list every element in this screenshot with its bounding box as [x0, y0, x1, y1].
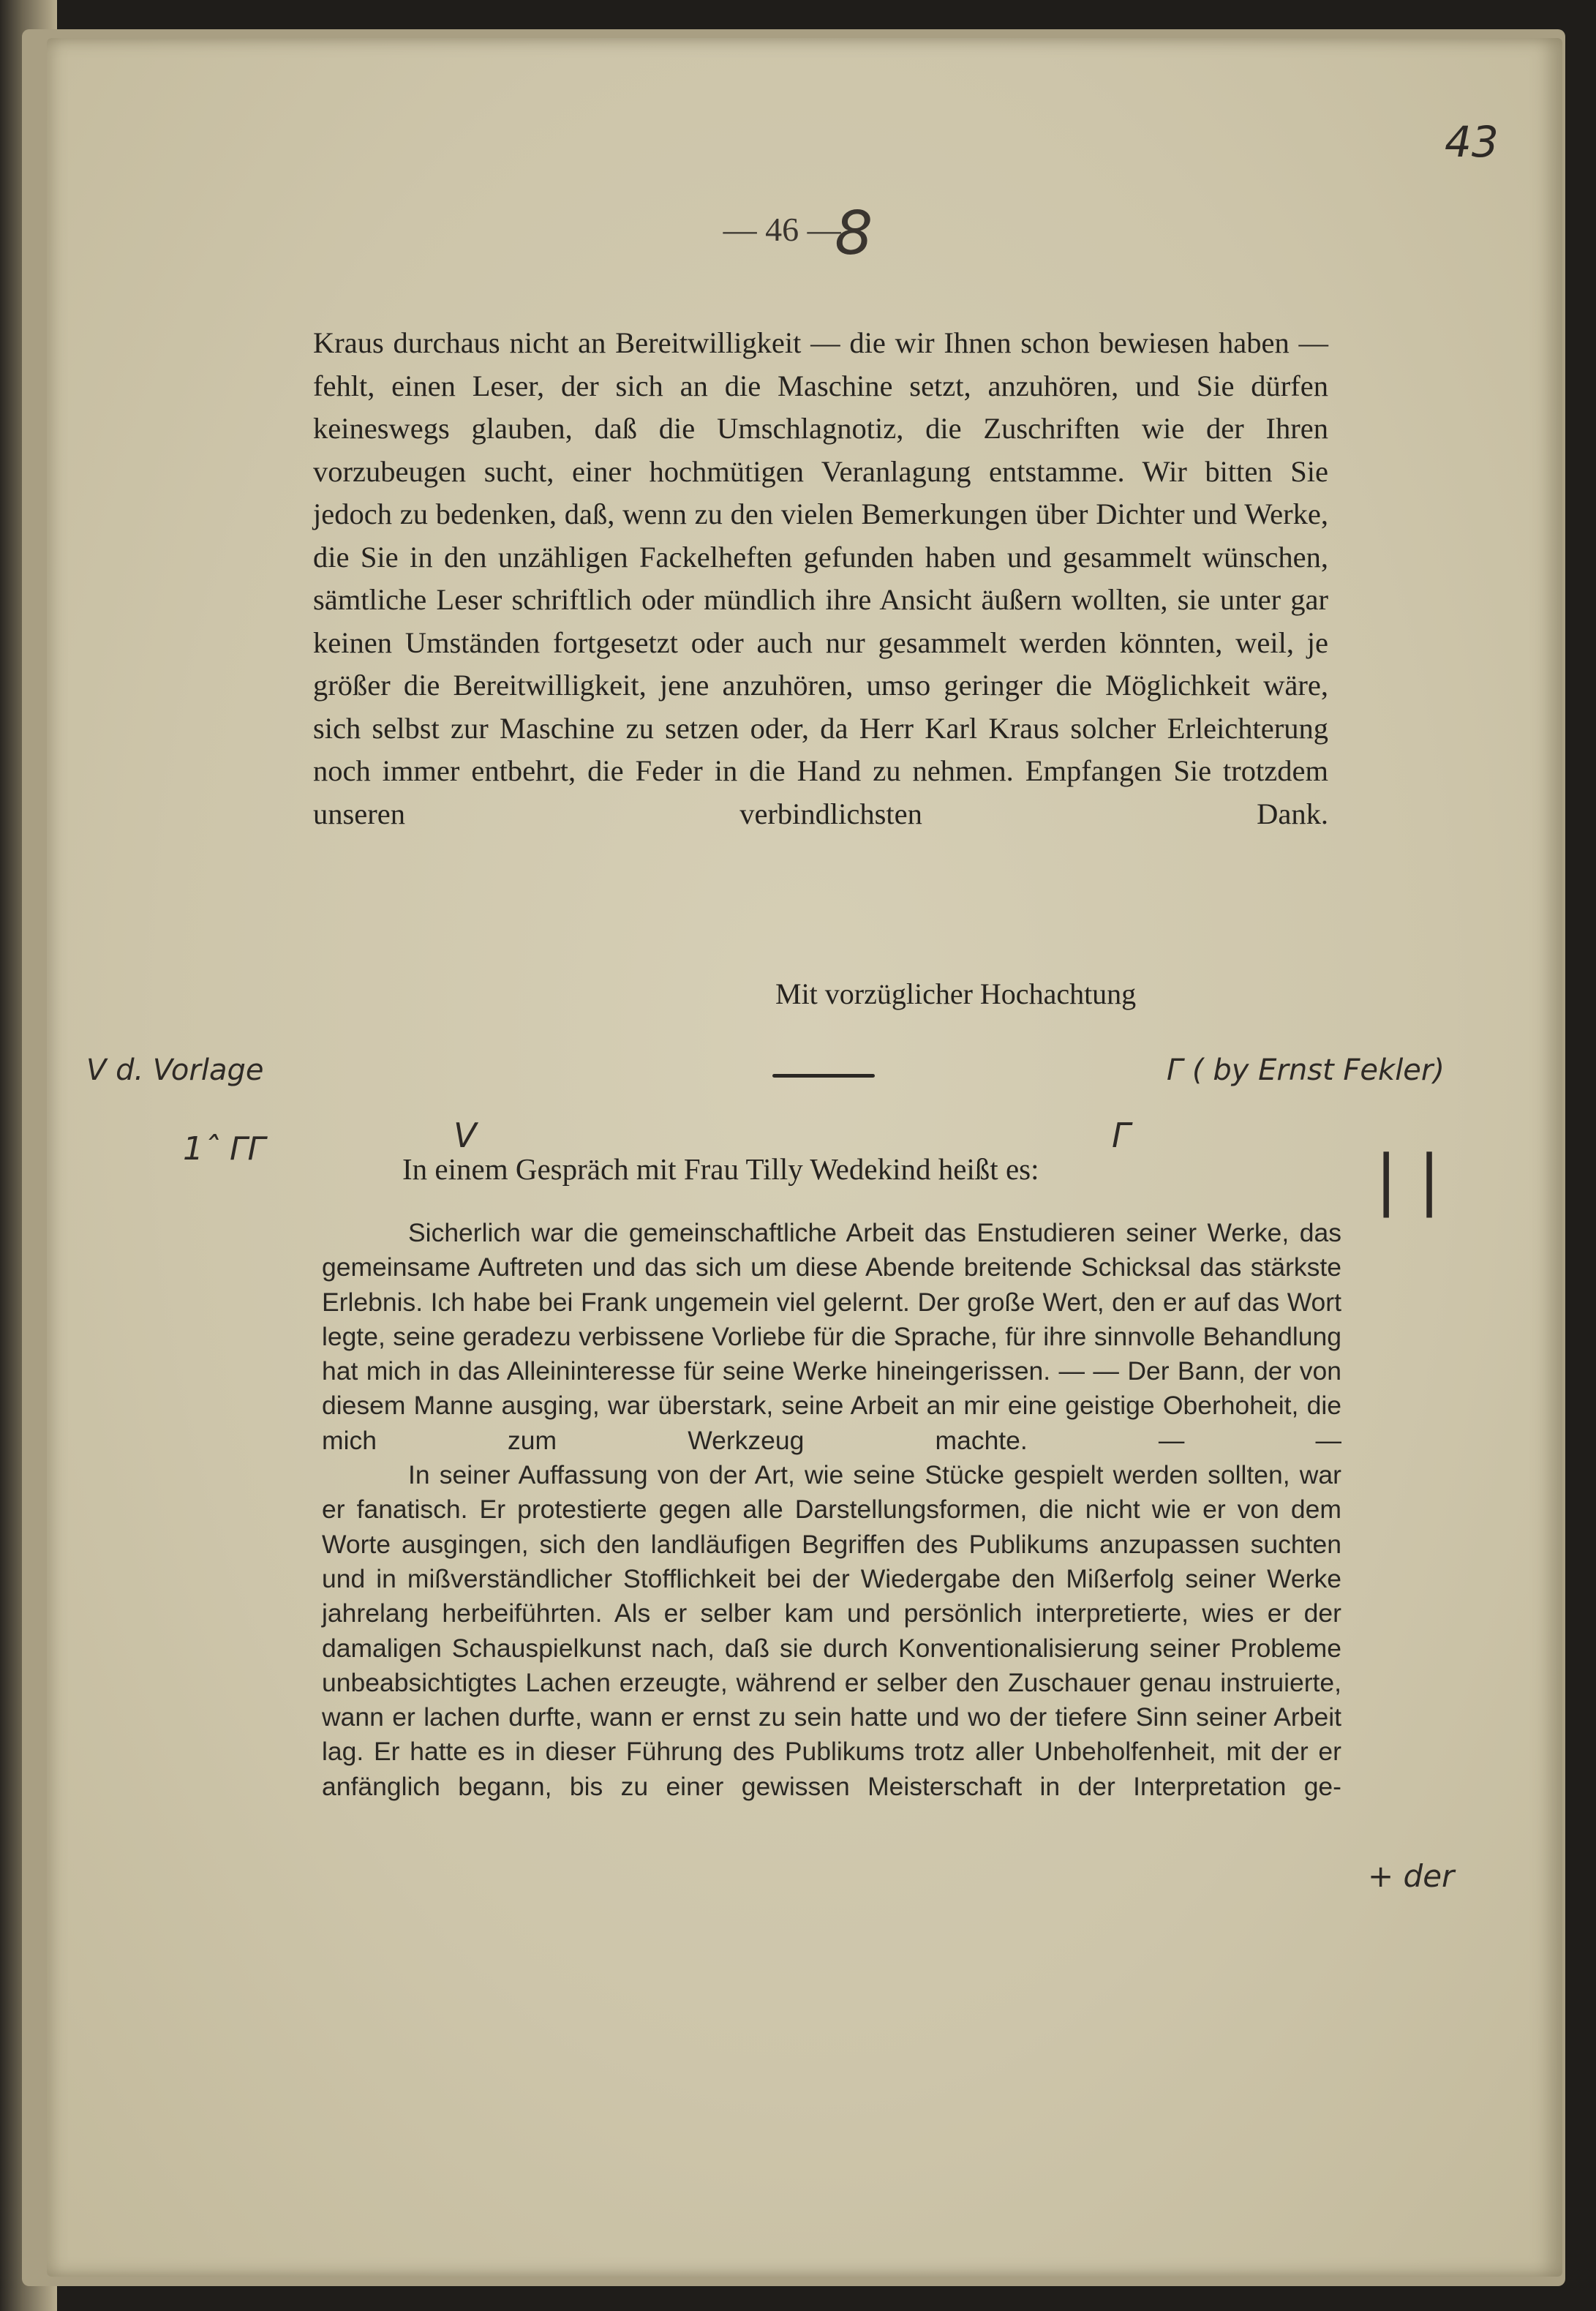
page-number	[0, 199, 1596, 268]
letter-paragraph: Kraus durchaus nicht an Bereitwilligkeit — die wir Ihnen schon bewiesen haben — fehlt, einen Leser, der sich an die Maschine setzt, anzuhören, und Sie dürfen keineswegs glauben, daß die Umschlagnotiz, die Zuschriften wie der Ihren vorzubeugen sucht, einer hochmütigen Veranlagung entstamme. Wir bitten Sie jedoch zu bedenken, daß, wenn zu den vielen Bemerkungen über Dichter und Werke, die Sie in den unzähligen Fackelheften gefunden haben und gesammelt wünschen, sämtliche Leser schriftlich oder mündlich ihre Ansicht äußern wollten, sie unter gar keinen Umständen fortgesetzt oder auch nur gesammelt werden könnten, weil, je größer die Bereitwilligkeit, jene anzuhören, umso geringer die Möglichkeit wäre, sich selbst zur Maschine zu setzen oder, da Herr Karl Kraus solcher Erleichterung noch immer entbehrt, die Feder in die Hand zu nehmen. Empfangen Sie trotzdem unseren verbindlichsten Dank.	[313, 326, 1328, 830]
margin-note-right: Γ ( by Ernst Fekler)	[1167, 1053, 1445, 1087]
printed-page-number: — 46 —	[723, 211, 841, 248]
margin-bars: | |	[1375, 1141, 1441, 1218]
handwritten-folio: 43	[1445, 117, 1499, 167]
correction-marks-left: 1ˆ ΓΓ	[183, 1130, 266, 1168]
correction-mark-gamma: Γ	[1112, 1116, 1131, 1155]
margin-note-left: V d. Vorlage	[86, 1053, 264, 1087]
quote-paragraph: Sicherlich war die gemeinschaftliche Arbeit das Enstudieren seiner Werke, das gemeinsame Auftreten und das sich um diese Abende breitende Schicksal das stärkste Erlebnis. Ich habe bei Frank ungemein viel gelernt. Der große Wert, den er auf das Wort legte, seine geradezu verbissene Vorliebe für die Sprache, für ihre sinnvolle Behandlung hat mich in das Alleininteresse für seine Werke hineingerissen. — — Der Bann, der von diesem Manne ausging, war überstark, seine Arbeit an mir eine geistige Oberhoheit, die mich zum Werkzeug machte. — —	[322, 1218, 1341, 1455]
margin-note-lower: + der	[1368, 1858, 1455, 1894]
letter-closing: Mit vorzüglicher Hochachtung	[775, 977, 1137, 1010]
handwritten-page-number: 8	[835, 199, 873, 268]
correction-mark-v: V	[453, 1116, 477, 1155]
quoted-passage	[322, 1216, 1341, 1804]
section-divider	[772, 1074, 875, 1078]
quote-paragraph: In seiner Auffassung von der Art, wie seine Stücke gespielt werden sollten, war er fanatisch. Er protestierte gegen alle Darstellungsformen, die nicht wie er von dem Worte ausgingen, sich den landläufigen Begriffen des Publikums anzupassen suchten und in mißverständlicher Stofflichkeit bei der Wiedergabe den Mißerfolg seiner Werke jahrelang herbeiführten. Als er selber kam und persönlich interpretierte, wies er der damaligen Schauspielkunst nach, daß sie durch Konventionalisierung seiner Probleme unbeabsichtigtes Lachen erzeugte, während er selber den Zuschauer genau instruierte, wann er lachen durfte, wann er ernst zu sein hatte und wo der tiefere Sinn seiner Arbeit lag. Er hatte es in dieser Führung des Publikums trotz aller Unbeholfenheit, mit der er anfänglich begann, bis zu einer gewissen Meisterschaft in der Interpretation ge-	[322, 1460, 1341, 1801]
quote-intro: In einem Gespräch mit Frau Tilly Wedekind heißt es:	[402, 1152, 1039, 1186]
